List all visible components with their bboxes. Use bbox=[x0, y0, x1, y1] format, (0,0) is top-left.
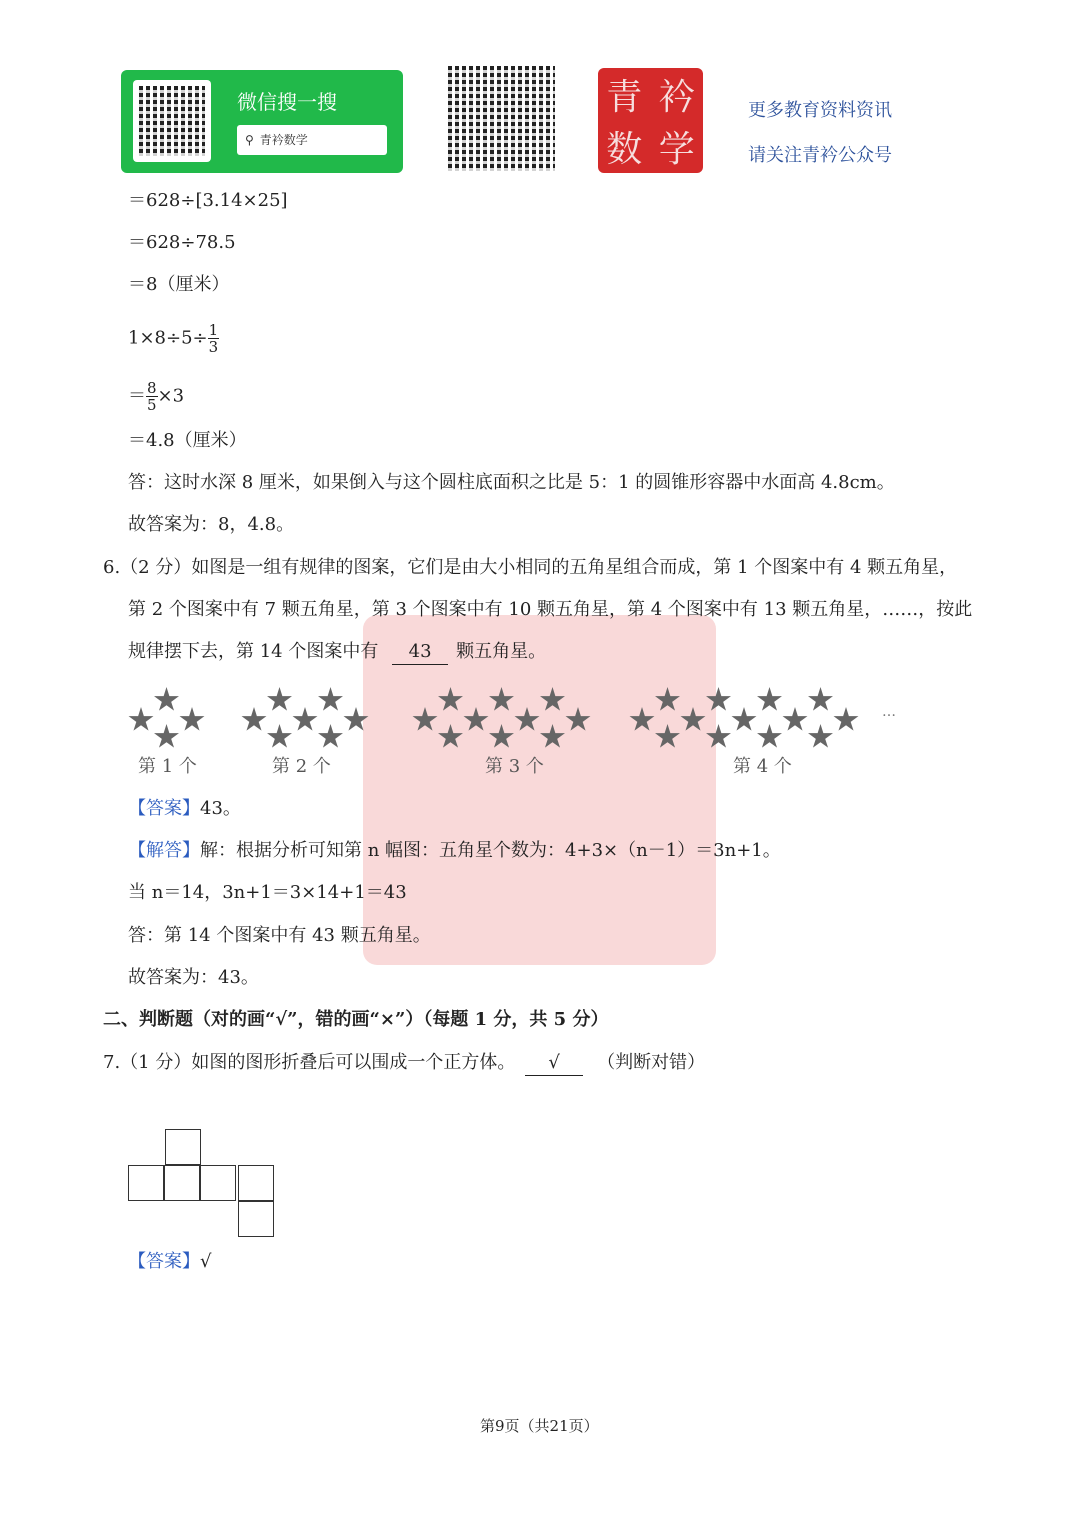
star-icon bbox=[757, 724, 783, 750]
star-icon bbox=[318, 687, 344, 713]
answer-line: 【答案】√ bbox=[128, 1251, 212, 1272]
calc-line: ＝628÷78.5 bbox=[128, 232, 236, 253]
star-icon bbox=[179, 707, 205, 733]
pattern-label: 第 4 个 bbox=[733, 756, 792, 777]
pattern-label: 第 2 个 bbox=[272, 756, 331, 777]
follow-text-2: 请关注青衿公众号 bbox=[748, 145, 892, 166]
calc-line: 1×8÷5÷ $\frac{1}{3}$ bbox=[128, 321, 219, 356]
question-7-text: 7.（1 分）如图的图形折叠后可以围成一个正方体。 √ （判断对错） bbox=[103, 1051, 705, 1076]
calc-line: 当 n＝14，3n+1＝3×14+1＝43 bbox=[128, 882, 407, 903]
star-icon bbox=[241, 707, 267, 733]
star-icon bbox=[757, 687, 783, 713]
star-icon bbox=[154, 724, 180, 750]
star-icon bbox=[292, 707, 318, 733]
wechat-title: 微信搜一搜 bbox=[237, 90, 337, 114]
final-line: 故答案为：43。 bbox=[128, 967, 259, 988]
star-icon bbox=[267, 724, 293, 750]
question-6-text: 第 2 个图案中有 7 颗五角星，第 3 个图案中有 10 颗五角星，第 4 个图案中有 13 颗五角星，……，按此 bbox=[128, 599, 973, 620]
search-icon: ⚲ bbox=[245, 133, 254, 147]
star-icon bbox=[267, 687, 293, 713]
qr-code bbox=[446, 64, 557, 173]
calc-line: ＝628÷[3.14×25] bbox=[128, 190, 288, 211]
question-6-text: 规律摆下去，第 14 个图案中有 43 颗五角星。 bbox=[128, 640, 546, 665]
answer-line: 故答案为：8，4.8。 bbox=[128, 514, 295, 535]
calc-line: ＝ $\frac{8}{5}$ ×3 bbox=[128, 379, 185, 414]
pattern-label: 第 1 个 bbox=[138, 756, 197, 777]
answer-line: 答：这时水深 8 厘米，如果倒入与这个圆柱底面积之比是 5：1 的圆锥形容器中水面高 4.8cm。 bbox=[128, 472, 895, 493]
question-6-text: 6.（2 分）如图是一组有规律的图案，它们是由大小相同的五角星组合而成，第 1 个图案中有 4 颗五角星， bbox=[103, 557, 958, 578]
ellipsis: … bbox=[882, 704, 896, 720]
page-footer: 第9页（共21页） bbox=[480, 1417, 599, 1435]
star-icon bbox=[808, 687, 834, 713]
follow-text-1: 更多教育资料资讯 bbox=[748, 100, 892, 121]
star-icon bbox=[731, 707, 757, 733]
answer-blank: √ bbox=[525, 1051, 583, 1076]
brand-logo: 青 衿 数 学 bbox=[598, 68, 703, 173]
explain-line: 【解答】解：根据分析可知第 n 幅图：五角星个数为：4+3×（n－1）＝3n+1。 bbox=[128, 840, 781, 861]
star-icon bbox=[154, 687, 180, 713]
pattern-label: 第 3 个 bbox=[485, 756, 544, 777]
star-icon bbox=[318, 724, 344, 750]
watermark bbox=[363, 615, 716, 965]
star-icon bbox=[833, 707, 859, 733]
small-qr-code bbox=[133, 80, 211, 162]
calc-line: ＝8（厘米） bbox=[128, 274, 230, 295]
star-icon bbox=[808, 724, 834, 750]
reply-line: 答：第 14 个图案中有 43 颗五角星。 bbox=[128, 925, 431, 946]
wechat-search-banner bbox=[121, 70, 403, 173]
answer-line: 【答案】43。 bbox=[128, 798, 241, 819]
calc-line: ＝4.8（厘米） bbox=[128, 430, 247, 451]
star-icon bbox=[782, 707, 808, 733]
section-heading: 二、判断题（对的画“√”，错的画“×”）（每题 1 分，共 5 分） bbox=[103, 1009, 609, 1030]
star-icon bbox=[128, 707, 154, 733]
answer-blank: 43 bbox=[392, 640, 448, 665]
wechat-search-box: ⚲ 青衿数学 bbox=[237, 125, 387, 155]
